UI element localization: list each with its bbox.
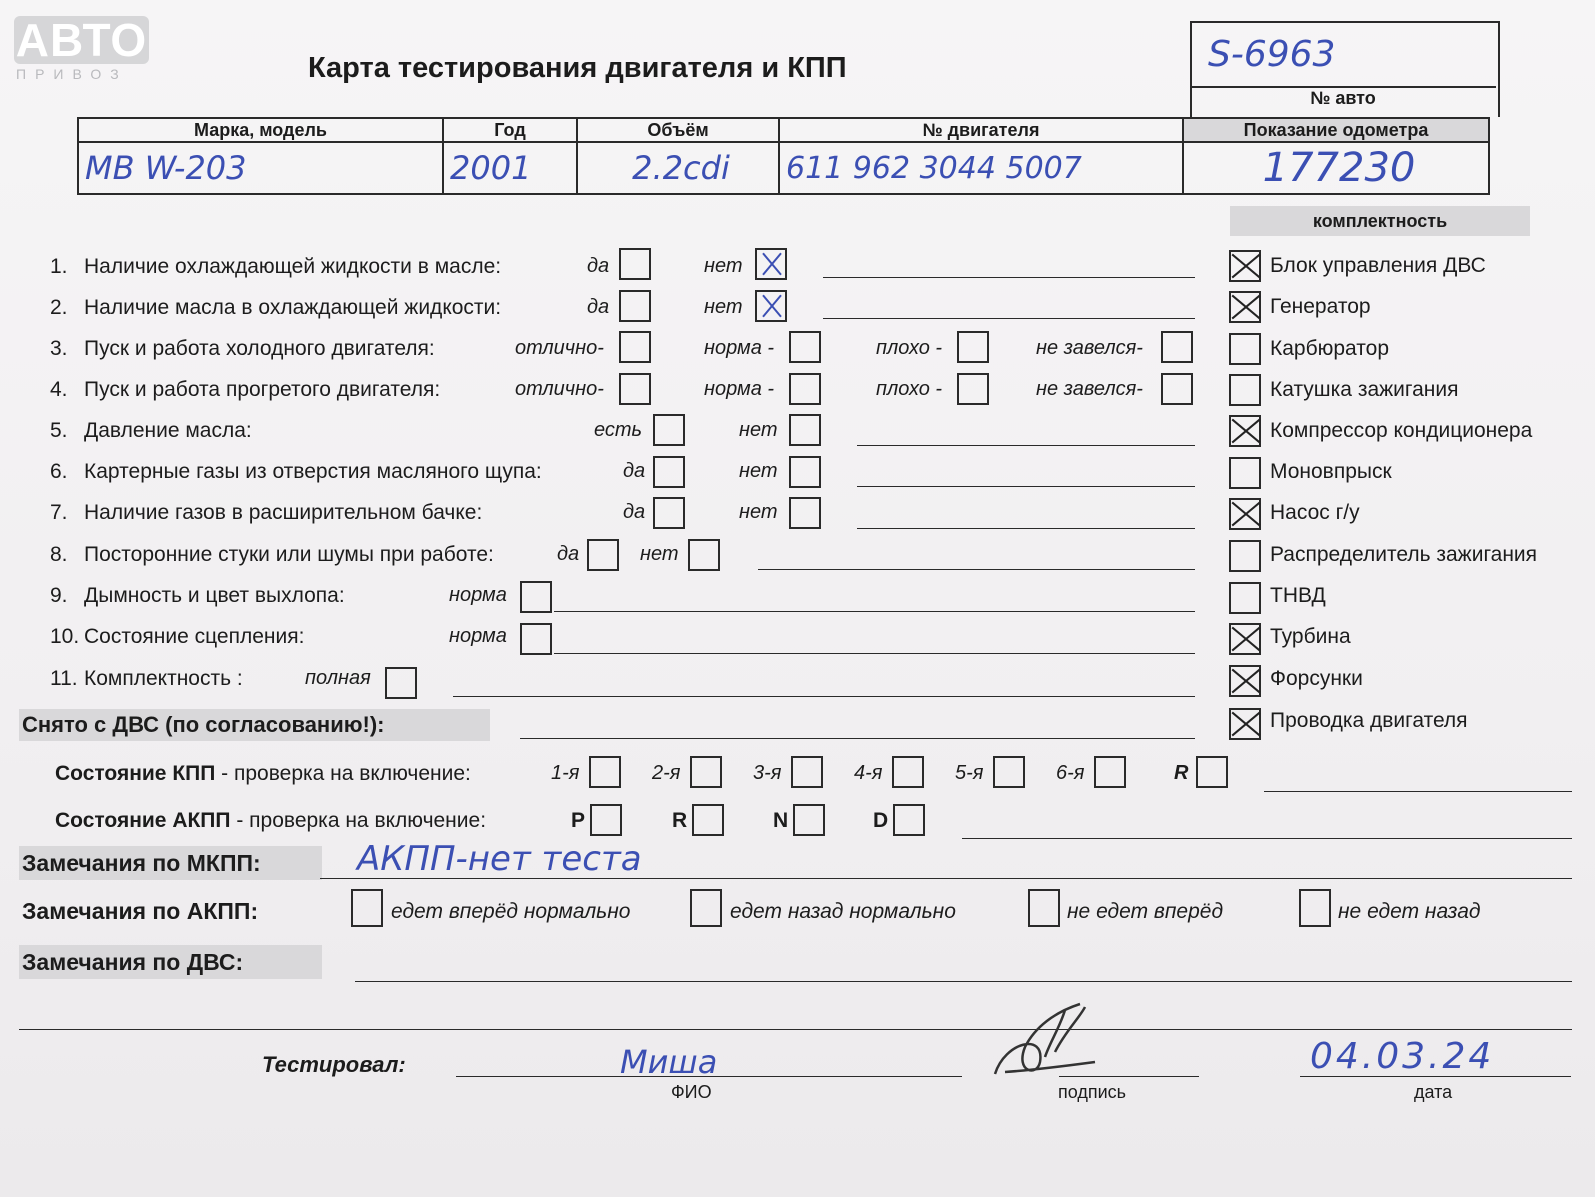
remarks-akpp-checkbox-4[interactable] [1299,889,1331,927]
q1-no-checkbox[interactable] [755,248,787,280]
q4-opt-bad: плохо - [876,378,943,400]
q4-opt-excellent: отлично- [515,378,604,400]
q5-text: Давление масла: [84,419,252,442]
value-year[interactable]: 2001 [443,142,577,194]
q10-line [554,653,1195,654]
q3-bad-checkbox[interactable] [957,331,989,363]
complect-label-4: Катушка зажигания [1270,378,1459,401]
q7-line [857,528,1195,529]
removed-line [520,738,1195,739]
remarks-akpp-opt-3: не едет вперёд [1067,900,1224,923]
q6-line [857,486,1195,487]
signature [985,1002,1105,1080]
complect-checkbox-8[interactable] [1229,540,1261,572]
value-volume[interactable]: 2.2cdi [577,142,779,194]
q7-no-checkbox[interactable] [789,497,821,529]
q3-num: 3. [50,337,68,360]
kpp-label-rest: - проверка на включение: [215,762,471,785]
remarks-akpp-checkbox-2[interactable] [690,889,722,927]
auto-number-value[interactable]: S-6963 [1208,34,1336,75]
remarks-akpp-opt-1: едет вперёд нормально [391,900,631,923]
complect-checkbox-2[interactable] [1229,291,1261,323]
remarks-dvs-line-2 [19,1029,1572,1030]
complect-checkbox-3[interactable] [1229,333,1261,365]
q2-no-checkbox[interactable] [755,290,787,322]
remarks-akpp-checkbox-1[interactable] [351,889,383,927]
q4-no-start-checkbox[interactable] [1161,373,1193,405]
complect-checkbox-12[interactable] [1229,708,1261,740]
q11-text: Комплектность : [84,667,243,690]
complect-label-9: ТНВД [1270,584,1326,607]
logo-subtitle: ПРИВОЗ [16,66,128,82]
remarks-mkpp-line [320,878,1572,879]
q8-num: 8. [50,543,68,566]
q3-text: Пуск и работа холодного двигателя: [84,337,435,360]
kpp-gear-5-checkbox[interactable] [993,756,1025,788]
q1-yes-checkbox[interactable] [619,248,651,280]
complect-label-11: Форсунки [1270,667,1363,690]
kpp-gear-2: 2-я [652,762,681,784]
remarks-akpp-opt-4: не едет назад [1338,900,1481,923]
q4-normal-checkbox[interactable] [789,373,821,405]
q10-text: Состояние сцепления: [84,625,305,648]
complect-checkbox-10[interactable] [1229,623,1261,655]
akpp-label-bold: Состояние АКПП [55,809,231,832]
q9-text: Дымность и цвет выхлопа: [84,584,345,607]
q4-bad-checkbox[interactable] [957,373,989,405]
remarks-dvs-line [355,981,1572,982]
q8-text: Посторонние стуки или шумы при работе: [84,543,494,566]
col-odometer: Показание одометра [1183,118,1489,142]
q4-text: Пуск и работа прогретого двигателя: [84,378,441,401]
akpp-label [55,809,486,833]
kpp-gear-4-checkbox[interactable] [892,756,924,788]
q7-opt-no: нет [739,501,778,523]
q7-yes-checkbox[interactable] [653,497,685,529]
complect-label-12: Проводка двигателя [1270,709,1468,732]
q8-line [758,569,1195,570]
q6-no-checkbox[interactable] [789,456,821,488]
akpp-label-rest: - проверка на включение: [230,809,487,832]
akpp-gear-n: N [773,809,789,832]
vehicle-table [77,117,1490,195]
page-title: Карта тестирования двигателя и КПП [308,52,847,84]
complect-label-5: Компрессор кондиционера [1270,419,1533,442]
col-year: Год [443,118,577,142]
q8-opt-no: нет [640,543,679,565]
kpp-gear-r: R [1174,762,1189,784]
kpp-gear-1: 1-я [551,762,580,784]
q10-num: 10. [50,625,80,648]
col-model: Марка, модель [78,118,443,142]
q7-text: Наличие газов в расширительном бачке: [84,501,483,524]
remarks-mkpp-label: Замечания по МКПП: [19,846,322,880]
q7-opt-yes: да [623,501,646,523]
kpp-gear-r-checkbox[interactable] [1196,756,1228,788]
complect-checkbox-6[interactable] [1229,457,1261,489]
date-label: дата [1414,1082,1453,1102]
q3-opt-excellent: отлично- [515,337,604,359]
date-value[interactable]: 04.03.24 [1310,1036,1495,1077]
q8-yes-checkbox[interactable] [587,539,619,571]
complect-checkbox-4[interactable] [1229,374,1261,406]
complect-label-3: Карбюратор [1270,337,1390,360]
kpp-gear-4: 4-я [854,762,883,784]
kpp-label [55,762,471,786]
value-model[interactable]: MB W-203 [78,142,443,194]
col-volume: Объём [577,118,779,142]
logo: АВТО [15,14,148,66]
q1-text: Наличие охлаждающей жидкости в масле: [84,255,502,278]
q3-normal-checkbox[interactable] [789,331,821,363]
q1-opt-no: нет [704,255,743,277]
akpp-gear-p-checkbox[interactable] [590,804,622,836]
complect-label-2: Генератор [1270,295,1371,318]
q5-line [857,445,1195,446]
q11-opt-full: полная [305,667,371,689]
q4-opt-normal: норма - [704,378,775,400]
complect-checkbox-7[interactable] [1229,498,1261,530]
complect-checkbox-11[interactable] [1229,665,1261,697]
value-odometer[interactable]: 177230 [1183,142,1489,194]
col-engine-number: № двигателя [779,118,1183,142]
q5-yes-checkbox[interactable] [653,414,685,446]
remarks-akpp-label: Замечания по АКПП: [22,898,259,924]
q6-num: 6. [50,460,68,483]
complect-checkbox-9[interactable] [1229,582,1261,614]
q9-opt-normal: норма [449,584,507,606]
q6-yes-checkbox[interactable] [653,456,685,488]
q9-normal-checkbox[interactable] [520,581,552,613]
auto-number-label: № авто [1310,88,1376,108]
kpp-gear-2-checkbox[interactable] [690,756,722,788]
kpp-gear-6-checkbox[interactable] [1094,756,1126,788]
q4-excellent-checkbox[interactable] [619,373,651,405]
q10-normal-checkbox[interactable] [520,623,552,655]
akpp-gear-p: P [571,809,586,832]
q3-opt-normal: норма - [704,337,775,359]
q2-num: 2. [50,296,68,319]
q1-line [823,277,1195,278]
q2-opt-no: нет [704,296,743,318]
q11-num: 11. [50,667,78,690]
q8-opt-yes: да [557,543,580,565]
remarks-akpp-opt-2: едет назад нормально [730,900,956,923]
akpp-line [962,838,1572,839]
q3-opt-no-start: не завелся- [1036,337,1143,359]
q11-line [453,696,1195,697]
complect-title: комплектность [1230,206,1530,236]
q9-line [554,611,1195,612]
remarks-akpp-checkbox-3[interactable] [1028,889,1060,927]
q1-num: 1. [50,255,68,278]
remarks-mkpp-value[interactable]: АКПП-нет теста [357,839,642,879]
q5-opt-no: нет [739,419,778,441]
date-line [1300,1076,1571,1077]
kpp-gear-6: 6-я [1056,762,1085,784]
tested-by-label: Тестировал: [262,1052,406,1077]
q7-num: 7. [50,501,68,524]
complect-label-7: Насос г/у [1270,501,1360,524]
q4-num: 4. [50,378,68,401]
q4-opt-no-start: не завелся- [1036,378,1143,400]
q11-full-checkbox[interactable] [385,667,417,699]
complect-label-6: Моновпрыск [1270,460,1392,483]
q2-text: Наличие масла в охлаждающей жидкости: [84,296,502,319]
kpp-gear-3: 3-я [753,762,782,784]
complect-label-1: Блок управления ДВС [1270,254,1486,277]
q6-text: Картерные газы из отверстия масляного щупа: [84,460,542,483]
remarks-dvs-label: Замечания по ДВС: [19,945,322,979]
complect-label-10: Турбина [1270,625,1351,648]
q2-opt-yes: да [587,296,610,318]
q2-yes-checkbox[interactable] [619,290,651,322]
value-engine-number[interactable]: 611 962 3044 5007 [779,142,1183,194]
removed-label: Снято с ДВС (по согласованию!): [19,709,490,741]
kpp-gear-3-checkbox[interactable] [791,756,823,788]
q10-opt-normal: норма [449,625,507,647]
q3-no-start-checkbox[interactable] [1161,331,1193,363]
signature-label: подпись [1058,1082,1127,1102]
kpp-line [1264,791,1572,792]
q8-no-checkbox[interactable] [688,539,720,571]
tester-name[interactable]: Миша [620,1043,718,1081]
q5-opt-yes: есть [594,419,643,441]
q6-opt-no: нет [739,460,778,482]
q2-line [823,318,1195,319]
q9-num: 9. [50,584,68,607]
akpp-gear-d: D [873,809,889,832]
kpp-label-bold: Состояние КПП [55,762,216,785]
fio-label: ФИО [671,1082,712,1102]
akpp-gear-n-checkbox[interactable] [793,804,825,836]
q5-no-checkbox[interactable] [789,414,821,446]
q3-excellent-checkbox[interactable] [619,331,651,363]
q3-opt-bad: плохо - [876,337,943,359]
kpp-gear-1-checkbox[interactable] [589,756,621,788]
complect-checkbox-1[interactable] [1229,250,1261,282]
akpp-gear-d-checkbox[interactable] [893,804,925,836]
q5-num: 5. [50,419,68,442]
complect-checkbox-5[interactable] [1229,415,1261,447]
akpp-gear-r-checkbox[interactable] [692,804,724,836]
q1-opt-yes: да [587,255,610,277]
complect-label-8: Распределитель зажигания [1270,543,1538,566]
akpp-gear-r: R [672,809,688,832]
fio-line [456,1076,962,1077]
q6-opt-yes: да [623,460,646,482]
signature-line [1059,1076,1199,1077]
kpp-gear-5: 5-я [955,762,984,784]
